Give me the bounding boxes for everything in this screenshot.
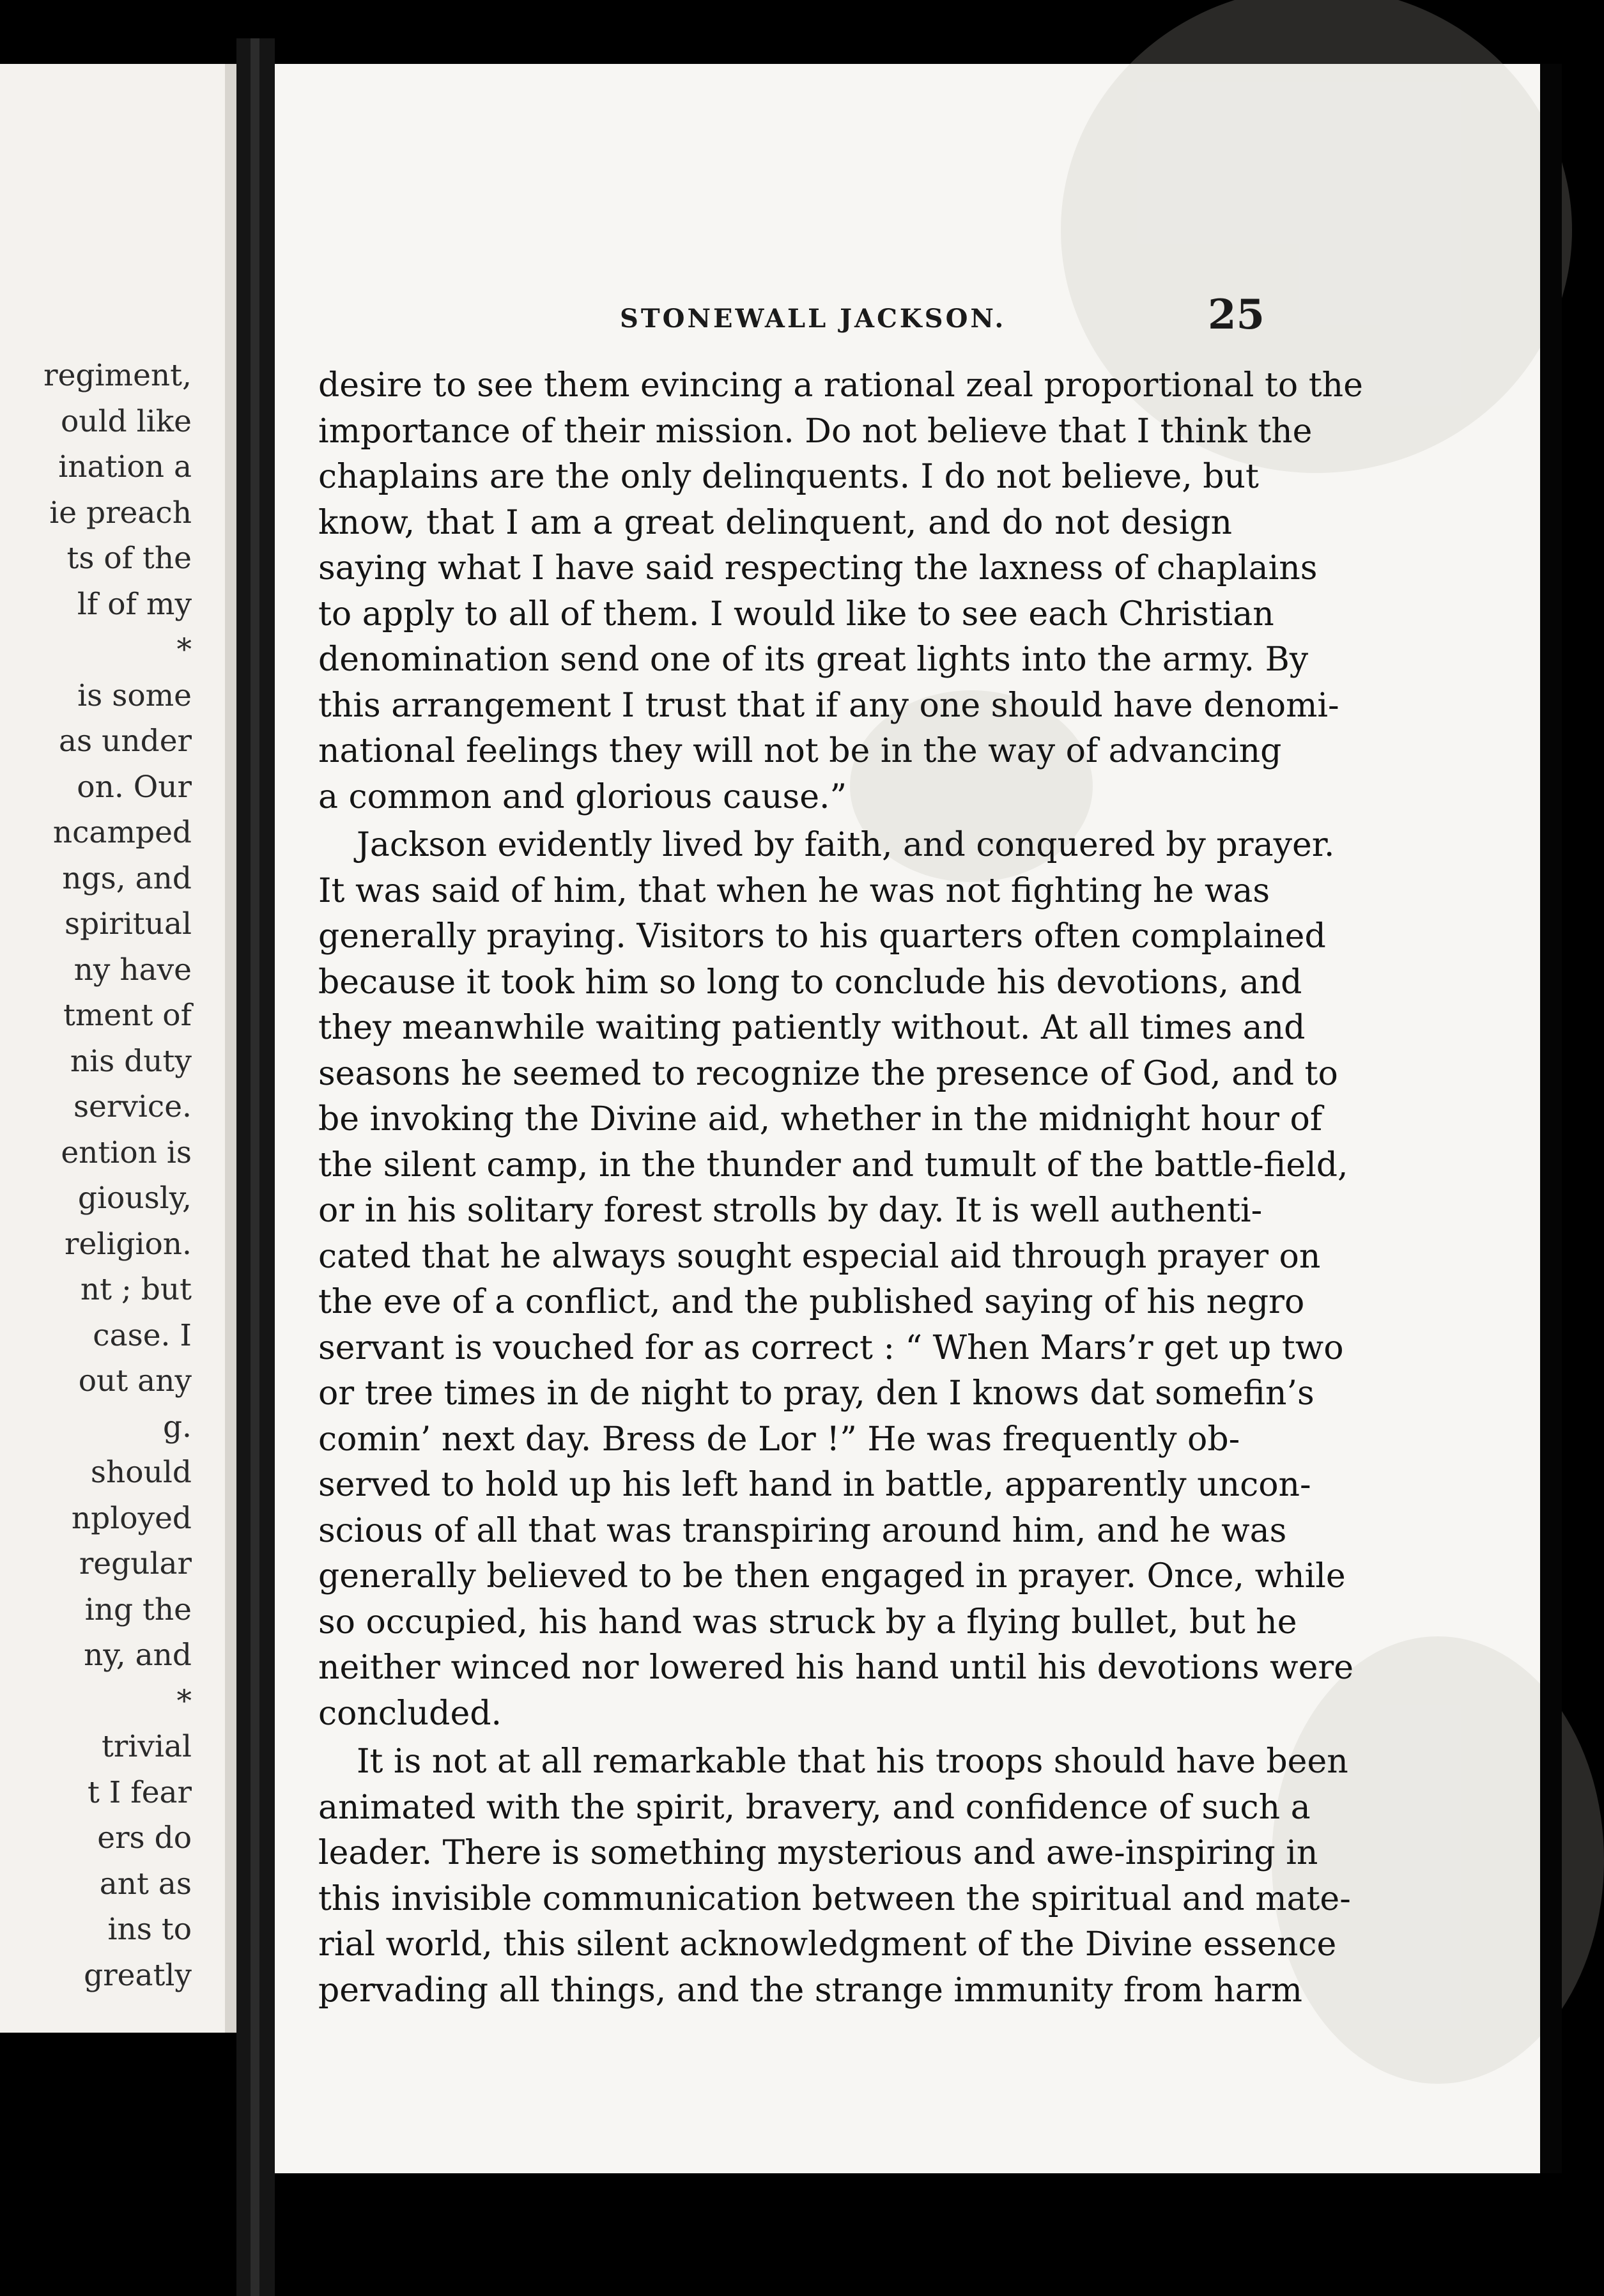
facing-page-line: spiritual (65, 906, 192, 942)
facing-page-line: ination a (58, 449, 192, 485)
facing-page-line: g. (162, 1409, 192, 1445)
text-line: the eve of a conflict, and the published saying of his negro (318, 1283, 1305, 1321)
facing-page-line: t I fear (87, 1774, 192, 1810)
text-line: because it took him so long to conclude his devotions, and (318, 963, 1302, 1002)
body-text (318, 363, 1363, 2013)
facing-page-line: regular (79, 1546, 192, 1581)
text-line: Jackson evidently lived by faith, and conquered by prayer. (357, 826, 1335, 864)
text-line: comin’ next day. Bress de Lor !” He was frequently ob- (318, 1420, 1240, 1459)
facing-page-line: ie preach (49, 495, 192, 531)
book-page (275, 64, 1540, 2173)
text-line: to apply to all of them. I would like to see each Christian (318, 594, 1274, 633)
facing-page-line: greatly (84, 1957, 192, 1993)
page-header (275, 291, 1540, 348)
page-edge-shadow (225, 64, 236, 2033)
facing-page-line: ins to (107, 1912, 192, 1947)
text-line: denomination send one of its great lights into the army. By (318, 640, 1309, 679)
text-line: be invoking the Divine aid, whether in the midnight hour of (318, 1100, 1323, 1138)
text-line: seasons he seemed to recognize the presence of God, and to (318, 1054, 1338, 1093)
text-line: know, that I am a great delinquent, and do not design (318, 503, 1232, 542)
facing-page-line: as under (59, 724, 192, 759)
text-line: or tree times in de night to pray, den I knows dat somefin’s (318, 1374, 1315, 1413)
facing-page-line: ngs, and (62, 860, 192, 896)
text-line: so occupied, his hand was struck by a flying bullet, but he (318, 1602, 1297, 1641)
facing-page-line: trivial (101, 1729, 192, 1764)
text-line: neither winced nor lowered his hand until his devotions were (318, 1648, 1353, 1687)
facing-page-line: service. (73, 1089, 192, 1124)
text-line: desire to see them evincing a rational zeal proportional to the (318, 366, 1363, 405)
facing-page-line: ention is (61, 1135, 192, 1170)
text-line: concluded. (318, 1694, 502, 1733)
text-line: scious of all that was transpiring around him, and he was (318, 1511, 1287, 1550)
text-line: or in his solitary forest strolls by day. It is well authenti- (318, 1191, 1263, 1230)
text-line: national feelings they will not be in the way of advancing (318, 732, 1282, 770)
facing-page-line: on. Our (77, 769, 192, 805)
text-line: saying what I have said respecting the laxness of chaplains (318, 549, 1318, 587)
facing-page-line: should (90, 1455, 192, 1490)
facing-page-line: * (176, 632, 192, 667)
facing-page-line: ing the (84, 1592, 192, 1627)
text-line: served to hold up his left hand in battle, apparently uncon- (318, 1466, 1311, 1504)
text-line: a common and glorious cause.” (318, 777, 847, 816)
facing-page-line: nis duty (70, 1043, 192, 1079)
facing-page-line: case. I (93, 1317, 192, 1353)
facing-page-line: ny have (73, 952, 192, 988)
facing-page-line: * (176, 1683, 192, 1719)
facing-page-line: ant as (99, 1866, 192, 1902)
facing-page-line: giously, (77, 1181, 192, 1216)
text-line: generally praying. Visitors to his quarters often complained (318, 917, 1326, 956)
text-line: animated with the spirit, bravery, and confidence of such a (318, 1788, 1311, 1827)
gutter-fold (251, 38, 259, 2296)
running-head: STONEWALL JACKSON. (620, 304, 1006, 334)
text-line: importance of their mission. Do not believe that I think the (318, 412, 1313, 451)
text-line: servant is vouched for as correct : “ When Mars’r get up two (318, 1328, 1344, 1367)
facing-page-fragment (0, 64, 236, 2033)
facing-page-line: out any (78, 1363, 192, 1399)
text-line: the silent camp, in the thunder and tumult of the battle-field, (318, 1145, 1348, 1184)
text-line: they meanwhile waiting patiently without. At all times and (318, 1009, 1306, 1047)
facing-page-line: ncamped (52, 815, 192, 850)
facing-page-line: regiment, (43, 358, 192, 393)
book-gutter (236, 38, 275, 2296)
facing-page-line: nployed (71, 1500, 192, 1536)
facing-page-line: religion. (65, 1226, 192, 1262)
facing-page-line: is some (77, 678, 192, 713)
facing-page-line: ers do (97, 1820, 192, 1856)
facing-page-line: lf of my (77, 586, 192, 622)
scan-border (1540, 64, 1562, 2173)
facing-page-line: ny, and (84, 1638, 192, 1673)
text-line: cated that he always sought especial aid through prayer on (318, 1237, 1321, 1276)
text-line: pervading all things, and the strange immunity from harm (318, 1971, 1302, 2010)
text-line: It is not at all remarkable that his troops should have been (357, 1742, 1348, 1781)
text-line: this arrangement I trust that if any one should have denomi- (318, 686, 1339, 725)
text-line: this invisible communication between the spiritual and mate- (318, 1879, 1351, 1918)
text-line: generally believed to be then engaged in prayer. Once, while (318, 1557, 1346, 1595)
page-number: 25 (1208, 291, 1265, 339)
text-line: It was said of him, that when he was not fighting he was (318, 871, 1270, 910)
text-line: leader. There is something mysterious and awe-inspiring in (318, 1834, 1318, 1872)
facing-page-line: ould like (61, 403, 192, 439)
text-line: rial world, this silent acknowledgment of the Divine essence (318, 1925, 1337, 1964)
facing-page-line: ts of the (66, 541, 192, 576)
text-line: chaplains are the only delinquents. I do not believe, but (318, 458, 1259, 496)
facing-page-line: tment of (63, 998, 192, 1033)
facing-page-line: nt ; but (80, 1272, 192, 1307)
